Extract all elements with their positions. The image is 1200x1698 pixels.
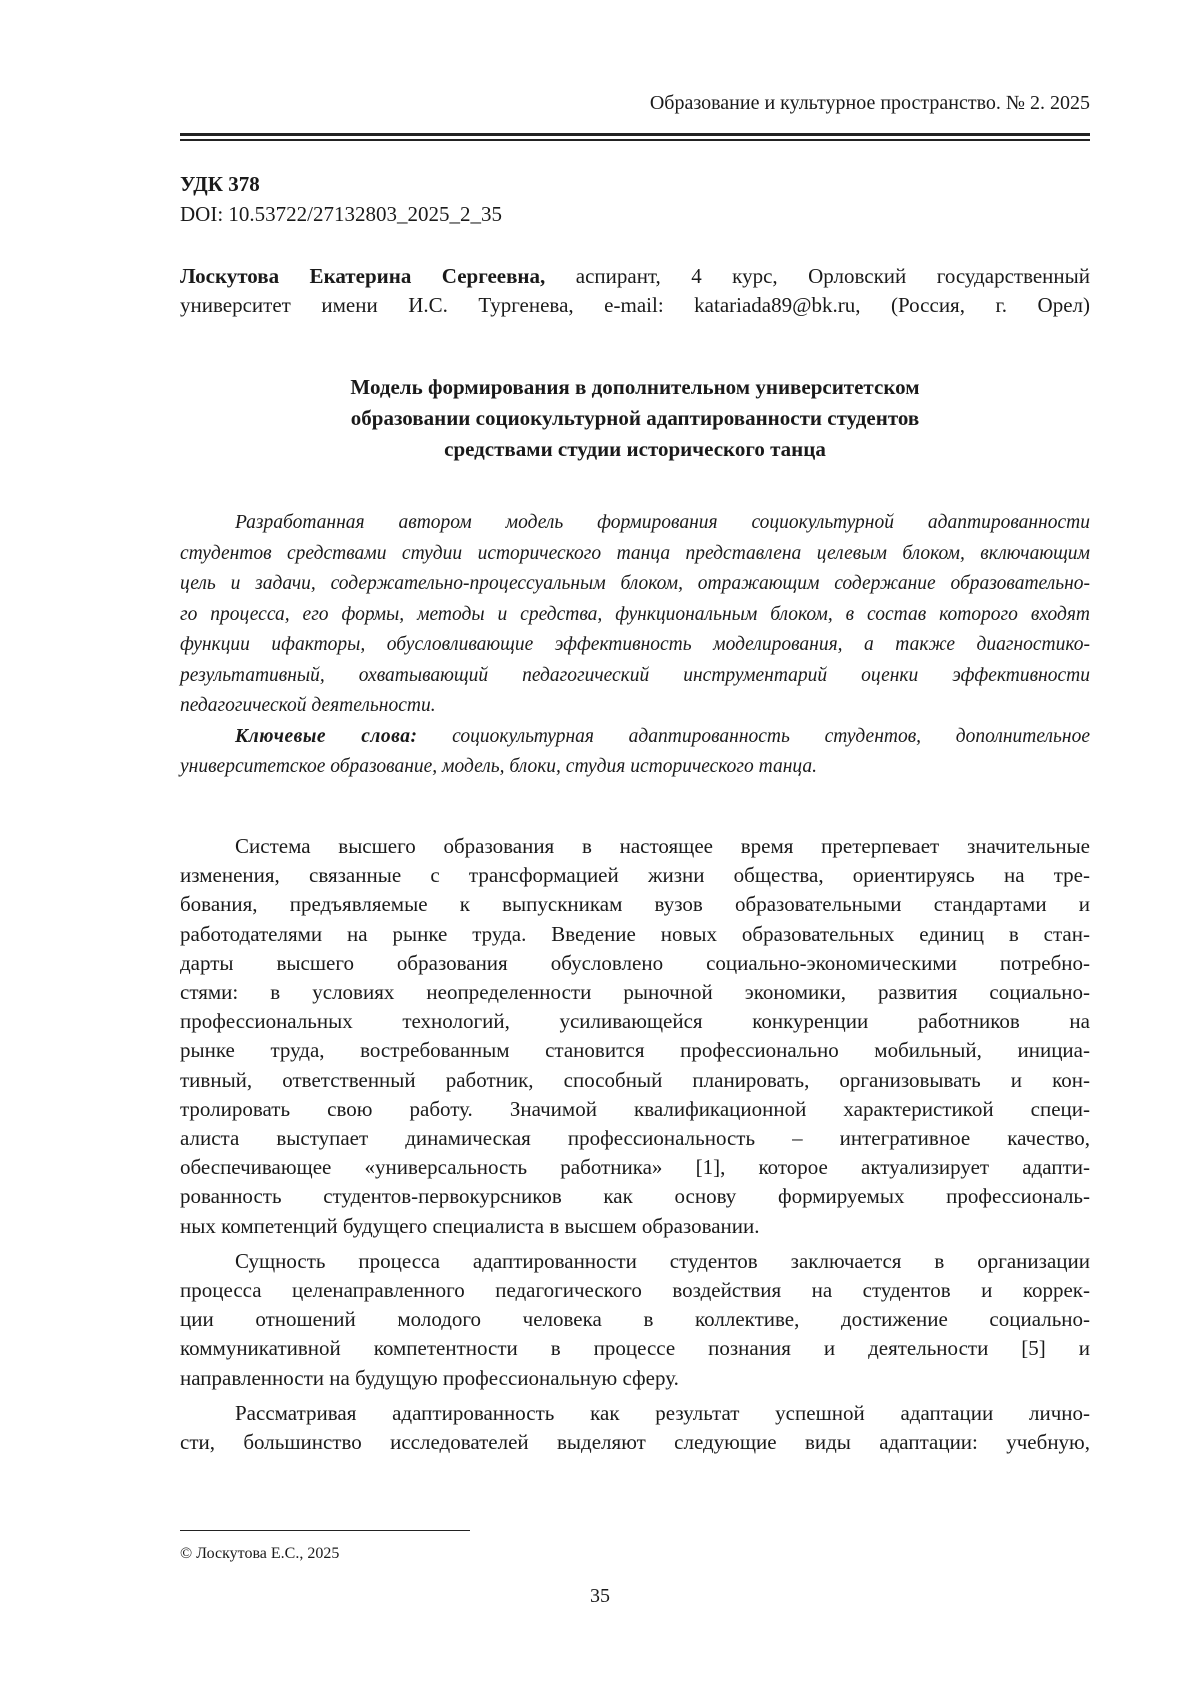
text-line: рынке труда, востребованным становится профессионально мобильный, инициа-: [180, 1038, 1090, 1063]
page-number: 35: [590, 1585, 610, 1607]
text-line: бования, предъявляемые к выпускникам вузов образовательными стандартами и: [180, 892, 1090, 917]
paragraph: [180, 832, 1090, 1241]
text-line: тролировать свою работу. Значимой квалификационной характеристикой специ-: [180, 1096, 1090, 1121]
author-affiliation-cont: университет имени И.С. Тургенева, e-mail: katariada89@bk.ru, (Россия, г. Орел): [180, 293, 1090, 317]
footnote-copyright: © Лоскутова Е.С., 2025: [180, 1545, 340, 1562]
text-line: коммуникативной компетентности в процессе познания и деятельности [5] и: [180, 1336, 1090, 1361]
abstract-line: цель и задачи, содержательно-процессуальным блоком, отражающим содержание образовательно-: [180, 573, 1090, 594]
text-line: алиста выступает динамическая профессиональность – интегративное качество,: [180, 1126, 1090, 1151]
text-line: сти, большинство исследователей выделяют следующие виды адаптации: учебную,: [180, 1430, 1090, 1455]
text-line: тивный, ответственный работник, способный планировать, организовывать и кон-: [180, 1067, 1090, 1092]
title-line: образовании социокультурной адаптированности студентов: [350, 406, 920, 430]
text-line: стями: в условиях неопределенности рыночной экономики, развития социально-: [180, 980, 1090, 1005]
keywords-line: [180, 722, 1090, 753]
text-line: рованность студентов-первокурсников как основу формируемых профессиональ-: [180, 1184, 1090, 1209]
header-rule: [180, 133, 1090, 136]
title-line: средствами студии исторического танца: [444, 437, 826, 461]
abstract-line: функции ифакторы, обусловливающие эффективность моделирования, а также диагностико-: [180, 634, 1090, 655]
keywords-line: университетское образование, модель, блоки, студия исторического танца.: [180, 756, 818, 777]
udk-code: УДК 378: [180, 172, 260, 196]
header-rule-thin: [180, 139, 1090, 141]
running-header: Образование и культурное пространство. № 2. 2025: [649, 92, 1090, 114]
abstract: [180, 508, 1090, 783]
text-line: Рассматривая адаптированность как результат успешной адаптации лично-: [235, 1400, 1090, 1425]
paragraph: [180, 1247, 1090, 1393]
abstract-line: результативный, охватывающий педагогический инструментарий оценки эффективности: [180, 664, 1090, 686]
text-line: изменения, связанные с трансформацией жизни общества, ориентируясь на тре-: [180, 863, 1090, 888]
text-line: процесса целенаправленного педагогического воздействия на студентов и коррек-: [180, 1278, 1090, 1303]
text-line: Сущность процесса адаптированности студентов заключается в организации: [235, 1248, 1090, 1273]
text-line: Система высшего образования в настоящее время претерпевает значительные: [235, 834, 1090, 858]
abstract-line: го процесса, его формы, методы и средства, функциональным блоком, в состав которого входят: [180, 603, 1090, 625]
text-line: обеспечивающее «универсальность работника» [1], которое актуализирует адапти-: [180, 1155, 1090, 1180]
abstract-line: педагогической деятельности.: [180, 695, 436, 716]
text-line: ции отношений молодого человека в коллективе, достижение социально-: [180, 1307, 1090, 1332]
author-name: Лоскутова Екатерина Сергеевна,: [180, 264, 546, 288]
title-line: Модель формирования в дополнительном университетском: [350, 375, 920, 399]
footnote-rule: [180, 1530, 470, 1531]
abstract-line: Разработанная автором модель формирования социокультурной адаптированности: [235, 512, 1090, 533]
body-text: [180, 832, 1090, 1457]
text-line: дарты высшего образования обусловлено социально-экономическими потребно-: [180, 950, 1090, 975]
doi: DOI: 10.53722/27132803_2025_2_35: [180, 202, 502, 226]
keywords-label: Ключевые слова:: [235, 725, 418, 747]
author-affiliation: аспирант, 4 курс, Орловский государственный: [545, 264, 1090, 288]
author-info: [180, 262, 1090, 320]
abstract-line: студентов средствами студии исторического танца представлена целевым блоком, включающим: [180, 542, 1090, 564]
article-title: [180, 372, 1090, 465]
keywords-text: социокультурная адаптированность студентов, дополнительное: [417, 725, 1091, 747]
text-line: профессиональных технологий, усиливающейся конкуренции работников на: [180, 1009, 1090, 1034]
paragraph: [180, 1399, 1090, 1457]
text-line: направленности на будущую профессиональную сферу.: [180, 1365, 679, 1390]
text-line: ных компетенций будущего специалиста в высшем образовании.: [180, 1213, 760, 1238]
text-line: работодателями на рынке труда. Введение новых образовательных единиц в стан-: [180, 921, 1090, 946]
